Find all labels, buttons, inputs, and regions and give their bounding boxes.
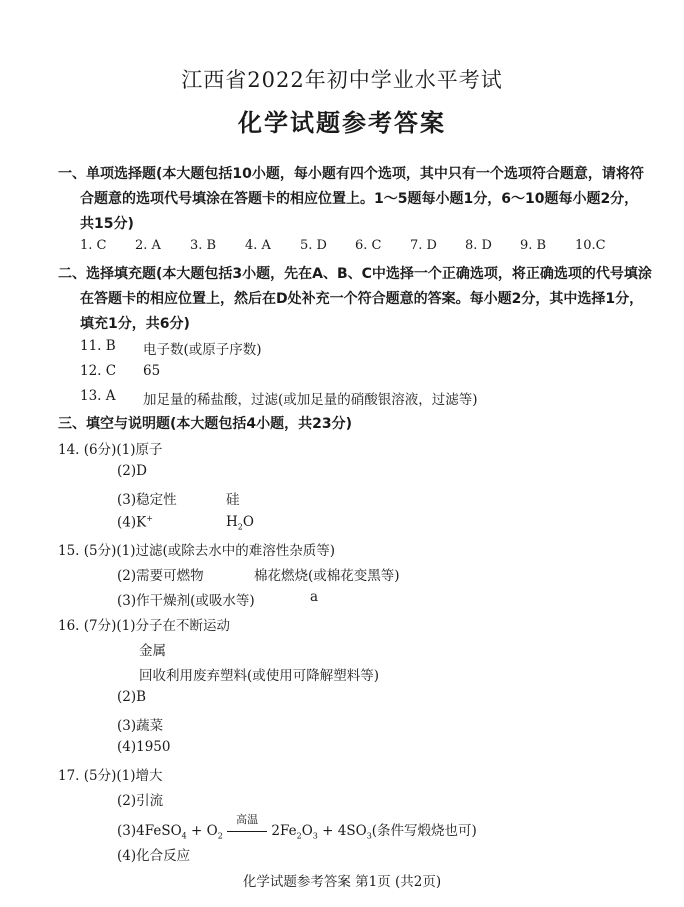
section1-line3: 共15分) <box>80 216 134 232</box>
q15-part2a: (2)需要可燃物 <box>117 568 204 584</box>
formula-h: H <box>226 514 238 530</box>
section3-title: 三、填空与说明题(本大题包括4小题，共23分) <box>58 416 353 432</box>
eq-reactant2: + O <box>186 823 218 839</box>
q17-part2: (2)引流 <box>117 793 164 809</box>
eq-product1: 2Fe <box>267 823 297 839</box>
mcq-answer: 3. B <box>190 238 217 253</box>
section2-line2: 在答题卡的相应位置上，然后在D处补充一个符合题意的答案。每小题2分，其中选择1分， <box>80 291 644 307</box>
q14-part4a-text: (4)K <box>117 514 147 531</box>
q12-num: 12. C <box>80 363 117 379</box>
section1-line2: 合题意的选项代号填涂在答题卡的相应位置上。1～5题每小题1分，6～10题每小题2分， <box>80 191 639 207</box>
q16-part1b: 金属 <box>139 643 166 659</box>
q16-part3: (3)蔬菜 <box>117 718 164 734</box>
formula-sub: 2 <box>237 522 243 532</box>
q14-head: 14. (6分)(1)原子 <box>58 442 163 458</box>
eq-note: (条件写煅烧也可) <box>371 823 477 839</box>
eq-sub: 3 <box>366 831 372 841</box>
q17-part4: (4)化合反应 <box>117 848 191 864</box>
q17-equation <box>117 813 477 841</box>
mcq-answers <box>80 238 630 253</box>
eq-arrow-line <box>227 831 267 832</box>
exam-title: 江西省2022年初中学业水平考试 <box>181 68 503 92</box>
q11-answer: 电子数(或原子序数) <box>143 342 262 358</box>
q16-part2: (2)B <box>117 689 147 705</box>
q12-answer: 65 <box>143 363 161 379</box>
eq-sub: 2 <box>296 831 302 841</box>
page-footer: 化学试题参考答案 第1页 (共2页) <box>242 874 442 890</box>
mcq-answer: 7. D <box>410 238 437 253</box>
eq-product2: + 4SO <box>317 823 367 839</box>
mcq-answer: 9. B <box>520 238 547 253</box>
eq-sub: 3 <box>312 831 318 841</box>
mcq-answer: 2. A <box>135 238 161 253</box>
mcq-answer: 5. D <box>300 238 327 253</box>
q15-head: 15. (5分)(1)过滤(或除去水中的难溶性杂质等) <box>58 543 336 559</box>
mcq-answer: 4. A <box>245 238 271 253</box>
formula-o: O <box>242 514 254 530</box>
q16-part4: (4)1950 <box>117 739 171 755</box>
q15-part2b: 棉花燃烧(或棉花变黑等) <box>254 568 400 584</box>
q13-num: 13. A <box>80 388 116 404</box>
eq-reactant1: (3)4FeSO <box>117 823 182 839</box>
mcq-answer: 1. C <box>80 238 107 253</box>
eq-condition-text: 高温 <box>236 813 259 826</box>
ion-charge: + <box>146 514 153 523</box>
eq-product1-o: O <box>301 823 313 839</box>
q15-part3b: a <box>310 589 319 605</box>
eq-sub: 4 <box>181 831 187 841</box>
section2-line3: 填充1分，共6分) <box>80 316 190 332</box>
mcq-answer: 6. C <box>355 238 382 253</box>
q17-head: 17. (5分)(1)增大 <box>58 768 163 784</box>
q16-head: 16. (7分)(1)分子在不断运动 <box>58 618 231 634</box>
section2-line1: 二、选择填充题(本大题包括3小题，先在A、B、C中选择一个正确选项，将正确选项的代号填涂 <box>58 266 652 282</box>
q14-part3a: (3)稳定性 <box>117 492 177 508</box>
q14-part4b <box>226 514 254 532</box>
q14-part2: (2)D <box>117 463 147 479</box>
mcq-answer: 8. D <box>465 238 492 253</box>
q11-num: 11. B <box>80 338 116 354</box>
q15-part3a: (3)作干燥剂(或吸水等) <box>117 593 255 609</box>
q14-part4a <box>117 514 153 531</box>
q16-part1c: 回收利用废弃塑料(或使用可降解塑料等) <box>139 668 380 684</box>
eq-sub: 2 <box>217 831 223 841</box>
mcq-answer: 10.C <box>575 238 606 253</box>
q13-answer: 加足量的稀盐酸，过滤(或加足量的硝酸银溶液，过滤等) <box>143 392 478 408</box>
q14-part3b: 硅 <box>226 492 240 508</box>
section1-line1: 一、单项选择题(本大题包括10小题，每小题有四个选项，其中只有一个选项符合题意，请将符 <box>58 166 644 182</box>
eq-condition <box>227 813 267 839</box>
doc-title: 化学试题参考答案 <box>238 109 446 137</box>
